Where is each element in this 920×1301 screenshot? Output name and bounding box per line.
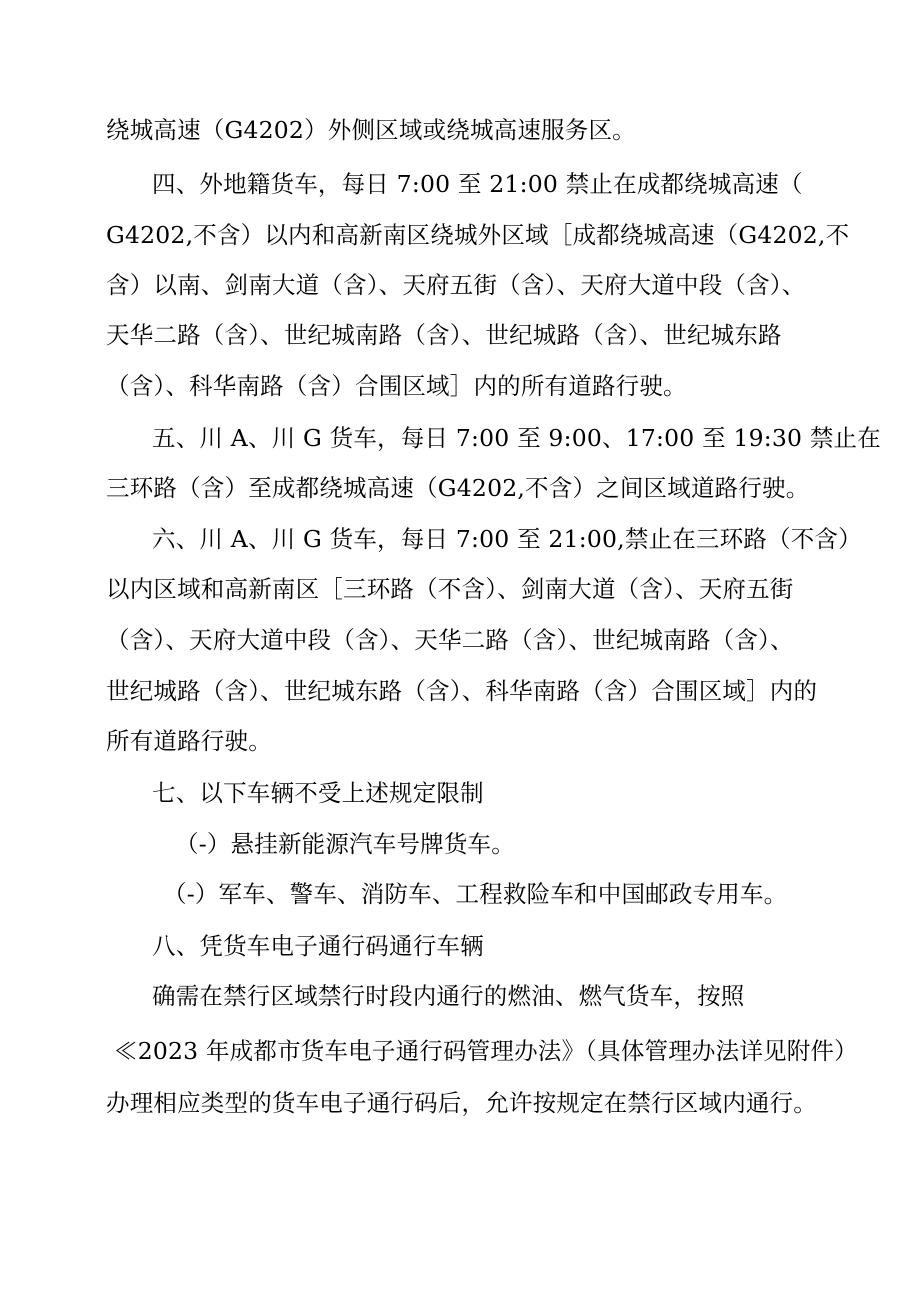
paragraph-line: 含）以南、剑南大道（含）、天府五街（含）、天府大道中段（含）、 (106, 271, 806, 299)
paragraph-line: 以内区域和高新南区［三环路（不含）、剑南大道（含）、天府五街 (106, 575, 794, 603)
paragraph-line: 七、以下车辆不受上述规定限制 (152, 779, 484, 807)
paragraph-line: 确需在禁行区域禁行时段内通行的燃油、燃气货车，按照 (152, 982, 745, 1010)
paragraph-line: 办理相应类型的货车电子通行码后，允许按规定在禁行区域内通行。 (106, 1089, 817, 1117)
paragraph-line: 四、外地籍货车，每日 7:00 至 21:00 禁止在成都绕城高速（ (152, 170, 803, 198)
paragraph-line: 所有道路行驶。 (106, 727, 272, 755)
paragraph-line: （含）、科华南路（含）合围区域］内的所有道路行驶。 (106, 372, 687, 400)
paragraph-line: 天华二路（含）、世纪城南路（含）、世纪城路（含）、世纪城东路 (106, 321, 782, 349)
paragraph-line: （-）军车、警车、消防车、工程救险车和中国邮政专用车。 (163, 880, 788, 908)
paragraph-line: （-）悬挂新能源汽车号牌货车。 (175, 830, 515, 858)
paragraph-line: 六、川 A、川 G 货车，每日 7:00 至 21:00,禁止在三环路（不含） (152, 525, 862, 553)
paragraph-line: 五、川 A、川 G 货车，每日 7:00 至 9:00、17:00 至 19:30 禁止在 (152, 424, 881, 452)
paragraph-line: 世纪城路（含）、世纪城东路（含）、科华南路（含）合围区域］内的 (106, 677, 818, 705)
paragraph-line: ≪2023 年成都市货车电子通行码管理办法》（具体管理办法详见附件） (114, 1037, 858, 1065)
paragraph-line: 八、凭货车电子通行码通行车辆 (152, 932, 484, 960)
paragraph-line: 绕城高速（G4202）外侧区域或绕城高速服务区。 (106, 116, 636, 144)
paragraph-line: G4202,不含）以内和高新南区绕城外区域［成都绕城高速（G4202,不 (106, 221, 850, 249)
paragraph-line: 三环路（含）至成都绕城高速（G4202,不含）之间区域道路行驶。 (106, 474, 810, 502)
paragraph-line: （含）、天府大道中段（含）、天华二路（含）、世纪城南路（含）、 (106, 626, 794, 654)
